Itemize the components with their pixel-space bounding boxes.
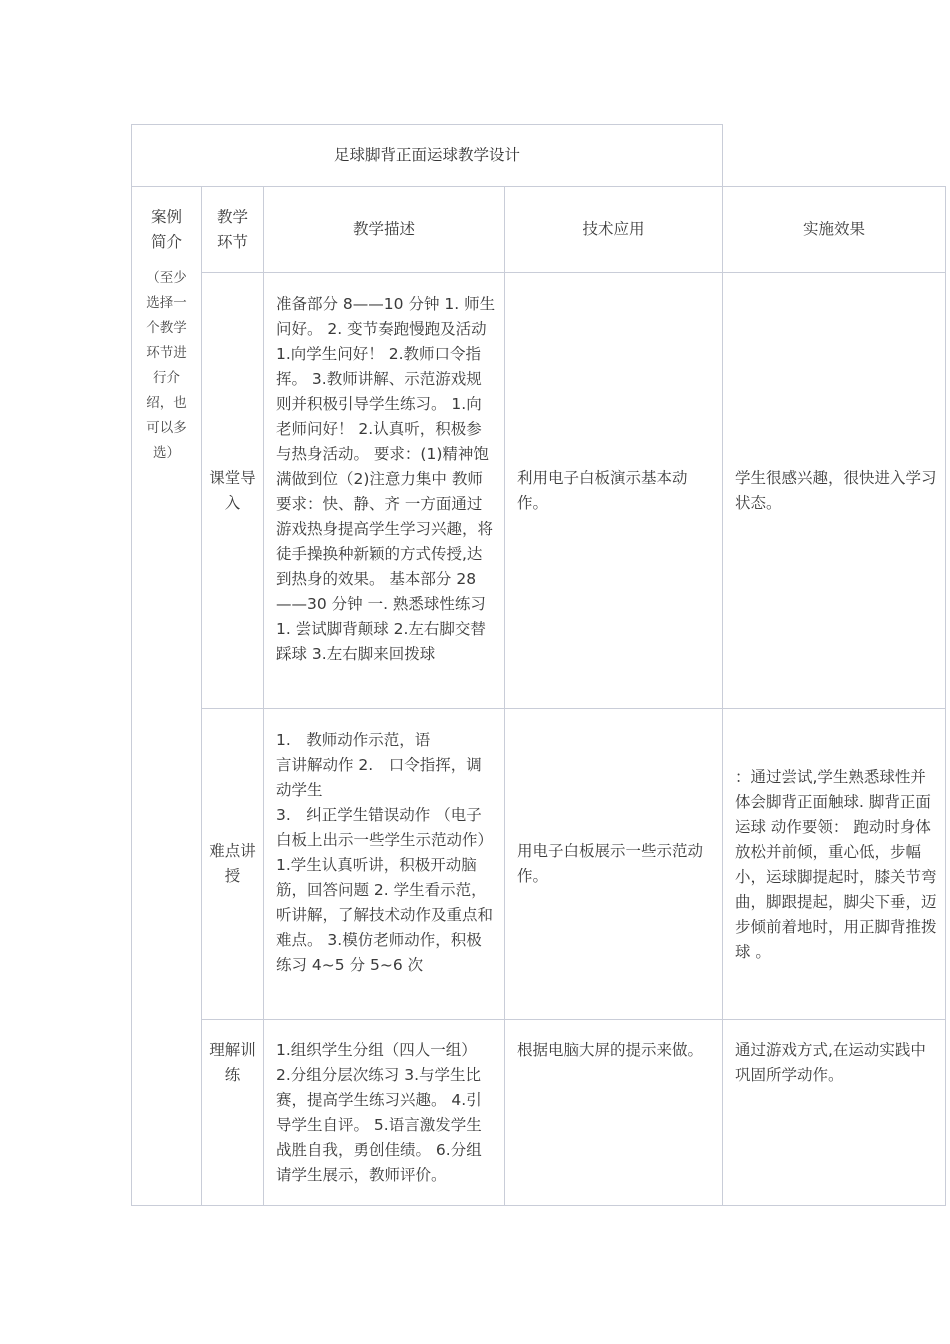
table-border — [201, 272, 946, 273]
header-description: 教学描述 — [352, 220, 415, 238]
row-description: 1. 教师动作示范，语 言讲解动作 2. 口令指挥，调动学生 3. 纠正学生错误动作 （电子白板上出示一些学生示范动作） 1.学生认真听讲，积极开动脑筋，回答问题 2. 学生看示范，听讲解，了解技术动作及重点和难点。 3.模仿老师动作，积极练习 4~5 分 5~6 次 — [276, 731, 494, 974]
row-effect: 通过游戏方式,在运动实践中巩固所学动作。 — [735, 1041, 926, 1084]
row-stage: 难点讲 授 — [209, 842, 256, 885]
table-title: 足球脚背正面运球教学设计 — [333, 146, 520, 164]
table-border — [201, 708, 946, 709]
table-border — [131, 124, 722, 125]
row-description: 1.组织学生分组（四人一组） 2.分组分层次练习 3.与学生比赛，提高学生练习兴趣。 4.引导学生自评。 5.语言激发学生战胜自我，勇创佳绩。 6.分组请学生展示，教师评价。 — [276, 1041, 482, 1184]
header-stage: 教学 环节 — [216, 208, 248, 251]
row-technology: 用电子白板展示一些示范动作。 — [517, 842, 704, 885]
table-border — [504, 186, 505, 1206]
case-intro-label: 案例 简介 — [150, 208, 182, 251]
row-stage: 理解训 练 — [209, 1041, 256, 1084]
table-border — [201, 1019, 946, 1020]
row-effect: ：通过尝试,学生熟悉球性并体会脚背正面触球. 脚背正面运球 动作要领： 跑动时身体放松并前倾，重心低，步幅小，运球脚提起时，膝关节弯曲，脚跟提起，脚尖下垂，迈步倾前着地时，用正脚背推拨球 。 — [735, 768, 937, 961]
table-border — [722, 124, 723, 1206]
row-technology: 根据电脑大屏的提示来做。 — [517, 1041, 704, 1059]
row-description: 准备部分 8——10 分钟 1. 师生问好。 2. 变节奏跑慢跑及活动 1.向学生问好！ 2.教师口令指挥。 3.教师讲解、示范游戏规则并积极引导学生练习。 1.向老师问好！ 2.认真听，积极参与热身活动。 要求：(1)精神饱满做到位（2)注意力集中 教师 要求：快、静、齐 一方面通过游戏热身提高学生学习兴趣，将徒手操换种新颖的方式传授,达到热身的效果。 基本部分 28——30 分钟 一. 熟悉球性练习 1. 尝试脚背颠球 2.左右脚交替踩球 3.左右脚来回拨球 — [276, 295, 496, 663]
case-intro-note: （至少 选择一 个教学 环节进 行介 绍，也 可以多 选） — [146, 270, 187, 461]
table-border — [131, 186, 946, 187]
header-effect: 实施效果 — [802, 220, 865, 238]
table-border — [945, 186, 946, 1206]
row-technology: 利用电子白板演示基本动作。 — [517, 469, 688, 512]
table-border — [263, 186, 264, 1206]
header-technology: 技术应用 — [582, 220, 645, 238]
row-effect: 学生很感兴趣，很快进入学习状态。 — [735, 469, 937, 512]
table-border — [131, 1205, 946, 1206]
row-stage: 课堂导 入 — [209, 469, 256, 512]
